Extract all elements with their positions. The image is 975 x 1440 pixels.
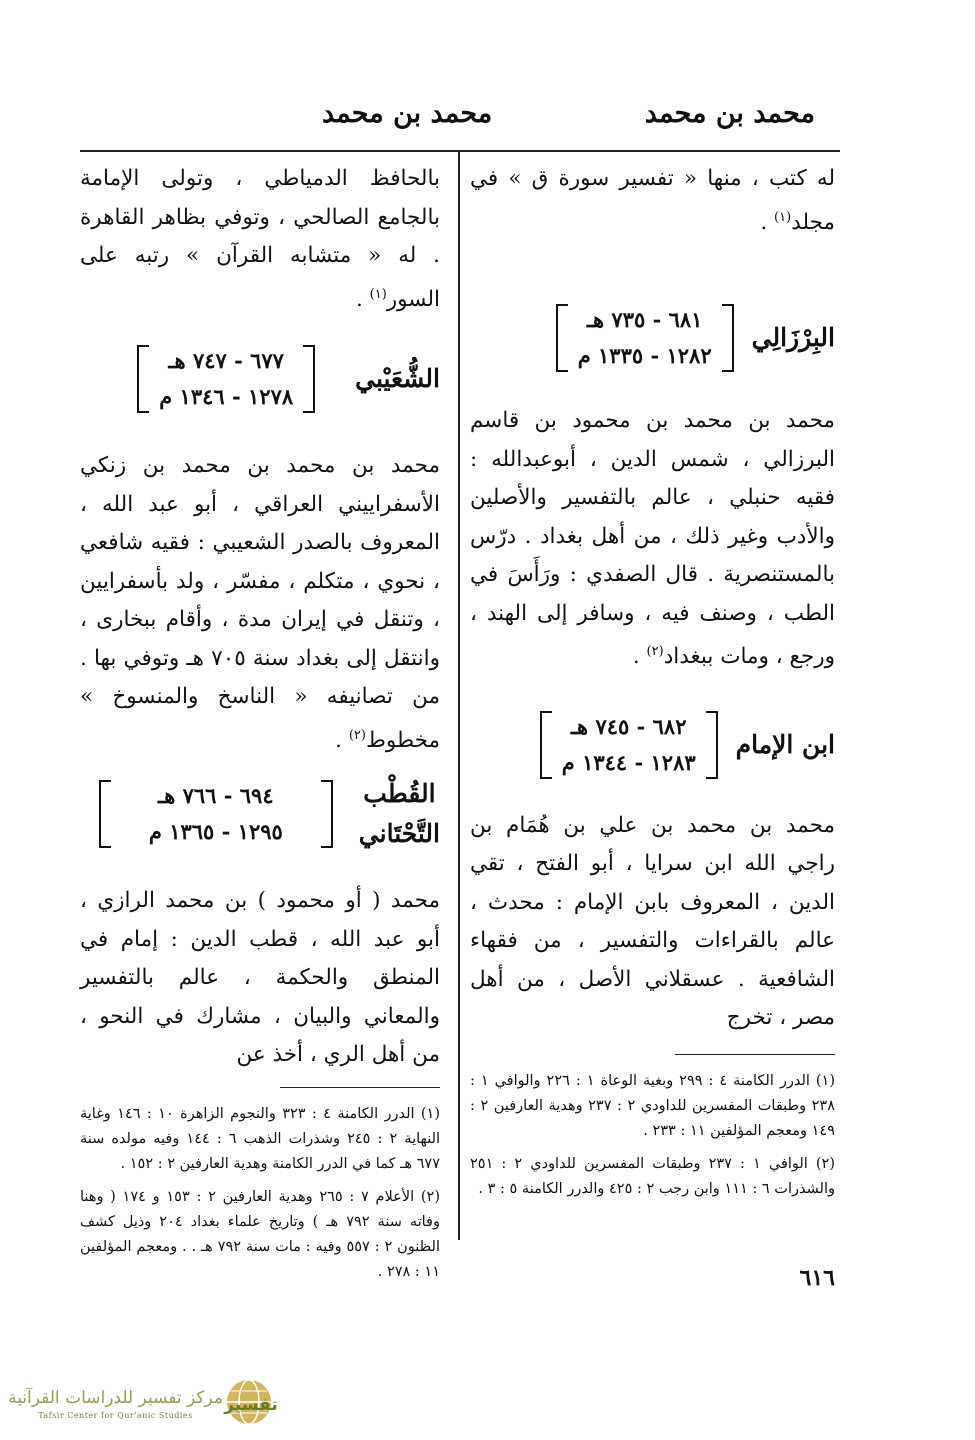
entry-header-ibn-imam bbox=[470, 709, 835, 781]
tafsir-center-logo bbox=[8, 1375, 288, 1430]
right-column bbox=[470, 160, 835, 1210]
hijri-dates: ٦٨١ - ٧٣٥ هـ bbox=[586, 307, 703, 333]
entry-name-barzali: البِرْزَالِي bbox=[751, 323, 835, 353]
date-bracket-shuaybi bbox=[137, 343, 315, 415]
page-number: ٦١٦ bbox=[799, 1265, 835, 1291]
left-intro-end: . bbox=[355, 286, 370, 312]
left-column bbox=[80, 160, 440, 1293]
entry-text-shuaybi bbox=[80, 447, 440, 760]
left-intro-text: بالحافظ الدمياطي ، وتولى الإمامة بالجامع الصالحي ، وتوفي بظاهر القاهرة . له « متشابه القرآن » رتبه على السور bbox=[80, 166, 440, 312]
entry-header-shuaybi bbox=[80, 343, 440, 415]
date-bracket-barzali bbox=[556, 302, 734, 374]
right-footnotes bbox=[470, 1069, 835, 1202]
entry-body: محمد ( أو محمود ) بن محمد الرازي ، أبو عبد الله ، قطب الدين : إمام في المنطق والحكمة ، عالم بالتفسير والمعاني والبيان ، مشارك في النحو ، من أهل الري ، أخذ عن bbox=[80, 888, 440, 1068]
entry-text-qutb bbox=[80, 882, 440, 1075]
entry-header-qutb bbox=[80, 774, 440, 854]
footnote-rule bbox=[280, 1087, 440, 1088]
entry-text-barzali bbox=[470, 402, 835, 677]
footnote-item: (١) الدرر الكامنة ٤ : ٢٩٩ وبغية الوعاة ١ : ٢٢٦ والوافي ١ : ٢٣٨ وطبقات المفسرين للداودي ٢ : ٢٣٧ وهدية العارفين ٢ : ١٤٩ ومعجم المؤلفين ١١ : ٢٣٣ . bbox=[470, 1072, 836, 1139]
entry-name-ibn-imam: ابن الإمام bbox=[735, 729, 835, 759]
column-divider bbox=[458, 152, 460, 1240]
entry-end: . bbox=[335, 727, 349, 753]
entry-name-qutb bbox=[359, 774, 440, 854]
right-intro-paragraph bbox=[470, 160, 835, 242]
footnote-item: (٢) الأعلام ٧ : ٢٦٥ وهدية العارفين ٢ : ١٥٣ و ١٧٤ ( وهنا وفاته سنة ٧٩٢ هـ ) وتاريخ علماء بغداد ٢٠٤ وذيل كشف الظنون ٢ : ٥٥٧ وفيه : مات سنة ٧٩٢ هـ . . ومعجم المؤلفين ١١ : ٢٧٨ . bbox=[80, 1188, 440, 1280]
gregorian-dates: ١٢٨٣ - ١٣٤٤ م bbox=[561, 749, 696, 775]
footnote-ref: (٢) bbox=[348, 727, 366, 743]
date-bracket-qutb bbox=[99, 778, 333, 850]
footnote-ref: (١) bbox=[774, 209, 792, 225]
entry-body: محمد بن محمد بن محمود بن قاسم البرزالي ، شمس الدين ، أبوعبدالله : فقيه حنبلي ، عالم بالتفسير والأصلين والأدب وغير ذلك ، من أهل بغداد . درّس بالمستنصرية . قال الصفدي : ورَأَسَ في الطب ، وصنف فيه ، وسافر إلى الهند ، ورجع ، ومات ببغداد bbox=[470, 408, 835, 670]
left-footnotes bbox=[80, 1102, 440, 1285]
footnote-ref: (٢) bbox=[646, 644, 664, 660]
date-bracket-ibn-imam bbox=[540, 709, 718, 781]
footnote-ref: (١) bbox=[369, 286, 387, 302]
left-intro-paragraph bbox=[80, 160, 440, 319]
header-rule bbox=[80, 150, 840, 152]
logo-english-name: Tafsir Center for Qur'anic Studies bbox=[38, 1411, 193, 1420]
running-head-left: محمد بن محمد bbox=[322, 98, 493, 129]
gregorian-dates: ١٢٨٢ - ١٣٣٥ م bbox=[577, 343, 712, 369]
gregorian-dates: ١٢٧٨ - ١٣٤٦ م bbox=[159, 384, 294, 410]
hijri-dates: ٦٨٢ - ٧٤٥ هـ bbox=[570, 713, 687, 739]
entry-body: محمد بن محمد بن علي بن هُمَام بن راجي الله ابن سرايا ، أبو الفتح ، تقي الدين ، المعروف بابن الإمام : محدث ، عالم بالقراءات والتفسير ، من فقهاء الشافعية . عسقلاني الأصل ، من أهل مصر ، تخرج bbox=[470, 812, 835, 1031]
entry-name-line: القُطْب bbox=[363, 779, 436, 809]
emblem-word: تفسير bbox=[224, 1394, 278, 1415]
footnote-item: (٢) الوافي ١ : ٢٣٧ وطبقات المفسرين للداودي ٢ : ٢٥١ والشذرات ٦ : ١١١ وابن رجب ٢ : ٤٢٥ والدرر الكامنة ٥ : ٣ . bbox=[470, 1155, 836, 1197]
entry-name-line: التَّحْتَاني bbox=[358, 819, 440, 849]
footnote-item: (١) الدرر الكامنة ٤ : ٣٢٣ والنجوم الزاهرة ١٠ : ١٤٦ وغاية النهاية ٢ : ٢٤٥ وشذرات الذهب ٦ : ١٤٤ وفيه مولده سنة ٦٧٧ هـ كما في الدرر الكامنة وهدية العارفين ٢ : ١٥٢ . bbox=[80, 1105, 441, 1172]
entry-text-ibn-imam bbox=[470, 807, 835, 1038]
entry-name-shuaybi: الشُّعَيْبي bbox=[355, 364, 440, 394]
entry-end: . bbox=[632, 644, 647, 670]
logo-text bbox=[8, 1385, 223, 1420]
running-head-right: محمد بن محمد bbox=[644, 98, 815, 129]
hijri-dates: ٦٩٤ - ٧٦٦ هـ bbox=[158, 783, 274, 809]
gregorian-dates: ١٢٩٥ - ١٣٦٥ م bbox=[148, 819, 283, 845]
entry-header-barzali bbox=[470, 302, 835, 374]
entry-body: محمد بن محمد بن محمد بن زنكي الأسفراييني العراقي ، أبو عبد الله ، المعروف بالصدر الشعيبي : فقيه شافعي ، نحوي ، متكلم ، مفسّر ، ولد بأسفرايين ، وتنقل في إيران مدة ، وأقام ببخارى ، وانتقل إلى بغداد سنة ٧٠٥ هـ وتوفي بها . من تصانيفه « الناسخ والمنسوخ » مخطوط bbox=[80, 453, 440, 753]
footnote-rule bbox=[675, 1054, 835, 1055]
right-intro-text: له كتب ، منها « تفسير سورة ق » في مجلد bbox=[470, 166, 835, 235]
logo-arabic-name: مركز تفسير للدراسات القرآنية bbox=[8, 1388, 223, 1408]
globe-emblem-icon bbox=[219, 1376, 283, 1430]
hijri-dates: ٦٧٧ - ٧٤٧ هـ bbox=[168, 348, 284, 374]
right-intro-end: . bbox=[760, 209, 775, 235]
